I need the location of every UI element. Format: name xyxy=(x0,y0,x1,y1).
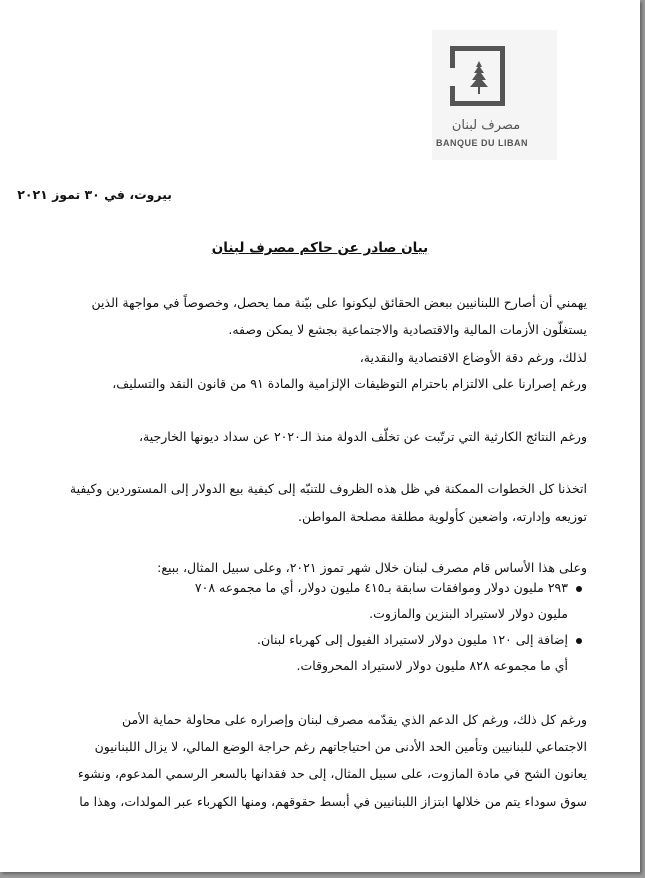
logo-frame xyxy=(450,46,505,106)
paragraph-line: الاجتماعي للبنانيين وتأمين الحد الأدنى من احتياجاتهم رغم حراجة الوضع المالي، لا يزال اللبنانيون xyxy=(94,739,587,754)
document-title: بيان صادر عن حاكم مصرف لبنان xyxy=(211,240,429,256)
paragraph-line: ورغم النتائج الكارثية التي ترتّبت عن تخلّف الدولة منذ الـ٢٠٢٠ عن سداد ديونها الخارجية، xyxy=(139,429,587,444)
bullet-line: مليون دولار لاستيراد البنزين والمازوت. xyxy=(369,606,568,621)
bullet-line: إضافة إلى ١٢٠ مليون دولار لاستيراد الفيول إلى كهرباء لبنان. xyxy=(256,632,568,647)
paragraph-line: توزيعه وإدارته، واضعين كأولوية مطلقة مصلحة المواطن. xyxy=(298,509,587,524)
bullet-line: أي ما مجموعه ٨٢٨ مليون دولار لاستيراد المحروقات. xyxy=(296,658,568,673)
bullet-line: ٢٩٣ مليون دولار وموافقات سابقة بـ٤١٥ مليون دولار، أي ما مجموعه ٧٠٨ xyxy=(194,580,568,595)
logo-latin-text: BANQUE DU LIBAN xyxy=(436,138,528,148)
paragraph-line: يعانون الشح في مادة المازوت، على سبيل المثال، إلى حد فقدانها بالسعر الرسمي المدعوم، ونشوء xyxy=(77,766,587,781)
paragraph-line: اتخذنا كل الخطوات الممكنة في ظل هذه الظروف للتنبّه إلى كيفية بيع الدولار إلى المستوردين وكيفية xyxy=(69,481,587,496)
paragraph-line: ورغم كل ذلك، ورغم كل الدعم الذي يقدّمه مصرف لبنان وإصراره على محاولة حماية الأمن xyxy=(122,712,587,727)
bullet-marker xyxy=(576,586,582,592)
paragraph-line: سوق سوداء يتم من خلالها ابتزاز اللبنانيين في أبسط حقوقهم، ومنها الكهرباء عبر المولدات، وهذا ما xyxy=(79,794,587,809)
bullet-marker xyxy=(576,638,582,644)
document-date: بيروت، في ٣٠ تموز ٢٠٢١ xyxy=(17,187,172,202)
paragraph-line: لذلك، ورغم دقة الأوضاع الاقتصادية والنقدية، xyxy=(359,350,587,365)
paragraph-line: ورغم إصرارنا على الالتزام باحترام التوظيفات الإلزامية والمادة ٩١ من قانون النقد والتسليف، xyxy=(112,376,587,391)
paragraph-line: يستغلّون الأزمات المالية والاقتصادية والاجتماعية بجشع لا يمكن وصفه. xyxy=(228,322,587,337)
paragraph-line: وعلى هذا الأساس قام مصرف لبنان خلال شهر تموز ٢٠٢١، وعلى سبيل المثال، ببيع: xyxy=(157,560,587,575)
cedar-icon xyxy=(469,61,489,95)
bank-logo xyxy=(432,30,557,160)
paragraph-line: يهمني أن أصارح اللبنانيين ببعض الحقائق ليكونوا على بيّنة مما يحصل، وخصوصاً في مواجهة الذين xyxy=(91,295,587,310)
logo-arabic-text: مصرف لبنان xyxy=(451,118,521,133)
